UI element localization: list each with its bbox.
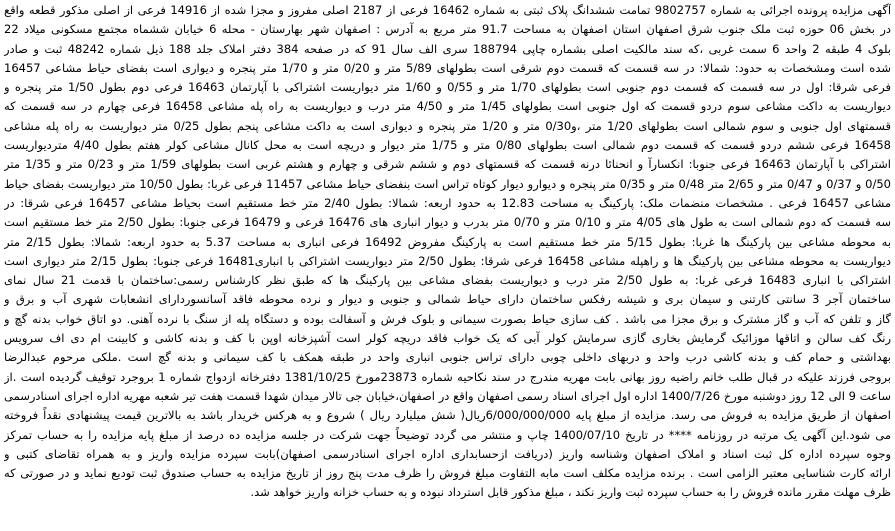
notice-line: اصفهان از طریق مزایده به فروش می رسد. مزایده از مبلغ پایه 6/000/000/000ریال( شش میلیارد ریال ) شروع و به هرکس خریدار باشد به بالاترین قیمت پیشنهادی نقداً فروخته bbox=[4, 408, 891, 423]
notice-line: وجوه سپرده اداره کل ثبت اسناد و املاک اصفهان وشناسه واریز (دریافت ازحسابداری اداره اجرای اسنادرسمی اصفهان)بابت سپرده مزایده واریز و به همراه تقاضای کتبی و bbox=[4, 446, 891, 461]
notice-line: گاز و تلفن که آب و گاز مشترک و برق مجزا می باشد . کف سازی حیاط بصورت سیمانی و بلوک فرش و آسفالت بوده و دستگاه پله از سنگ با نرده آهنی. دو اتاق خواب بدنه گچ و bbox=[4, 311, 891, 326]
notice-line: می شود.این آگهی یک مرتبه در روزنامه **** در تاریخ 1400/07/10 چاپ و منتشر می گردد توضیحاً جهت شرکت در جلسه مزایده ده درصد از مبلغ پایه مزایده را به حساب تمرکز bbox=[4, 427, 891, 442]
notice-line: رنگ کف سالن و اتاقها موزائیک گرمایش بخاری گازی سرمایش کولر آبی که یک خواب فاقد دریچه کولر است آشپزخانه اوپن با کف و بدنه کاشی و کابینت ام دی اف سرویس bbox=[4, 331, 891, 346]
notice-line: به محوطه مشاعی بین پارکینگ ها غربا: بطول 5/15 متر خط مستقیم است به پارکینگ مفروض 16492 فرعی انباری به مساحت 5.37 به حدود اربعه: شمالا: بطول 2/15 متر bbox=[4, 234, 891, 249]
notice-line: ظرف مهلت مقرر مانده فروش را به حساب سپرده ثبت واریز نکند ، مبلغ مذکور قابل استرداد نبوده و به حساب خزانه واریز خواهد شد. bbox=[250, 485, 891, 500]
notice-line: فرعی شرقا: اول در سه قسمت که قسمت دوم جنوبی است بطولهای 1/70 متر و 0/55 و 1/60 متر دیواریست اشتراکی با آپارتمان 16463 فرعی دوم بطول 1/50 متر پنجره و bbox=[4, 80, 891, 95]
notice-line: بلوک 4 طبقه 2 واحد 6 سمت غربی ،که سند مالکیت اصلی بشماره چاپی 188794 سری الف سال 91 که در صفحه 384 دفتر املاک جلد 188 ذیل شماره 48242 ثبت و صادر bbox=[4, 41, 891, 56]
notice-line: 0/50 و 0/37 و 0/47 متر و 2/65 متر 0/48 متر و 0/35 متر پنجره و دیوارو دیوار کوتاه تراس است بنفضای حیاط مشاعی 11457 فرعی غربا: بطول 10/50 متر دیواریست بفضای حیاط bbox=[4, 176, 891, 191]
notice-line: قسمتهای اول جنوبی و سوم شمالی است بطولهای 1/20 متر ،و0/30 متر و 1/20 متر پنجره و دیواری است به داکت مشاعی پنجم بطول 0/25 متر دیواریست به راه پله مشاعی bbox=[4, 118, 891, 133]
notice-line: دیواریست به محوطه مشاعی بین پارکینگ ها و راهپله مشاعی 16458 فرعی شرقا: بطول 2/50 متر دیواریست اشتراکی با انباری16481 فرعی جنوبا: بطول 2/15 متر دیواری است bbox=[4, 253, 891, 268]
notice-line: شده است ومشخصات به حدود: شمالا: در سه قسمت که قسمت دوم شرقی است بطولهای 5/89 متر و 0/20 متر و 1/70 متر پنجره و دیواری است بفضای حیاط مشاعی 16457 bbox=[4, 60, 891, 75]
notice-line: ارائه کارت شناسایی معتبر الزامی است . برنده مزایده مکلف است مابه التفاوت مبلغ فروش را ظرف مدت پنج روز از تاریخ مزایده به حساب صندوق ثبت تودیع نماید و در صورتی که bbox=[4, 466, 891, 481]
notice-line: بروجی فرزند علیکه در قبال طلب خانم راضیه روز بهانی بابت مهریه مندرج در سند نکاحیه شماره 23873مورخ 1381/10/25 دفترخانه ازدواج شماره 1 بروجرد توقیف گردیده است .از bbox=[4, 369, 891, 384]
notice-line: ساختمان آجر 3 سانتی کارتنی و سیمان بری و شیشه رفکس ساختمان دارای حیاط شمالی و جنوبی و دیوار و نرده محوطه فاقد آسانسوردارای انشعابات شهری آب و برق و bbox=[4, 292, 891, 307]
notice-line: آگهی مزایده پرونده اجرائی به شماره 9802757 تمامت ششدانگ پلاک ثبتی به شماره 16462 فرعی از 2187 اصلی مفروز و مجزا شده از 14916 فرعی از اصلی مذکور قطعه واقع bbox=[4, 3, 891, 17]
notice-line: 16458 فرعی ششم دردو قسمت که قسمت دوم شمالی است بطولهای 0/80 متر و 1/75 متر دیوار و دریچه است به محل کانال مشاعی کولر هفتم بطول 4/40 متردیواریست bbox=[4, 138, 891, 153]
notice-line: سه قسمت که دوم شمالی است به طول های 4/05 متر و 0/10 متر و 0/70 متر بدرب و دیوار انباری های 16476 فرعی و 16479 فرعی جنوبا: بطول 2/50 متر خط مستقیم است bbox=[4, 215, 891, 230]
notice-line: بهداشتی و حمام کف و بدنه کاشی درب واحد و دربهای داخلی چوبی دارای تراس جنوبی انباری واحد در طبقه همکف با کف سیمانی و بدنه گچ است .ملکی مرحوم عبدالرضا bbox=[4, 350, 891, 365]
notice-line: اشتراکی با آپارتمان 16463 فرعی جنوبا: انکسارآ و انحنائا درنه قسمت که قسمتهای دوم و ششم شرقی و چهارم و هشتم غربی است بطولهای 1/59 متر و 0/23 متر و 1/35 متر bbox=[4, 157, 891, 172]
notice-line: دیواریست به داکت مشاعی سوم دردو قسمت که اول جنوبی است بطولهای 1/45 متر و 4/50 متر درب و دیواریست به راه پله مشاعی 16458 فرعی چهارم در سه قسمت که bbox=[4, 99, 891, 114]
notice-line: در بخش 06 حوزه ثبت ملک جنوب شرق اصفهان استان اصفهان به مساحت 91.7 متر مربع به آدرس : اصفهان شهر بهارستان - محله 6 خیابان ششماه مجتمع مسکونی میلاد 22 bbox=[4, 22, 891, 37]
notice-line: ساعت 9 الی 12 روز دوشنبه مورخ 1400/7/26 اداره اول اجرای اسناد رسمی اصفهان واقع در اصفهان،خیابان جی تالار میدان شهدا قسمت هفت تیر شعبه مهریه اداره اجرای اسنادرسمی bbox=[4, 388, 891, 403]
notice-line: اشتراکی با انباری 16483 فرعی غربا: به طول 2/50 متر درب و دیواریست بفضای مشاعی بین پارکینگ ها که طبق نظر کارشناس رسمی:ساختمان با قدمت 21 سال نمای bbox=[4, 273, 891, 288]
notice-line: مشاعی 16457 فرعی . مشخصات منضمات ملک: پارکینگ به مساحت 12.83 به حدود اربعه: شمالا: بطول 2/40 متر خط مستقیم است بحیاط مشاعی 16457 فرعی شرقا: در bbox=[4, 195, 891, 210]
